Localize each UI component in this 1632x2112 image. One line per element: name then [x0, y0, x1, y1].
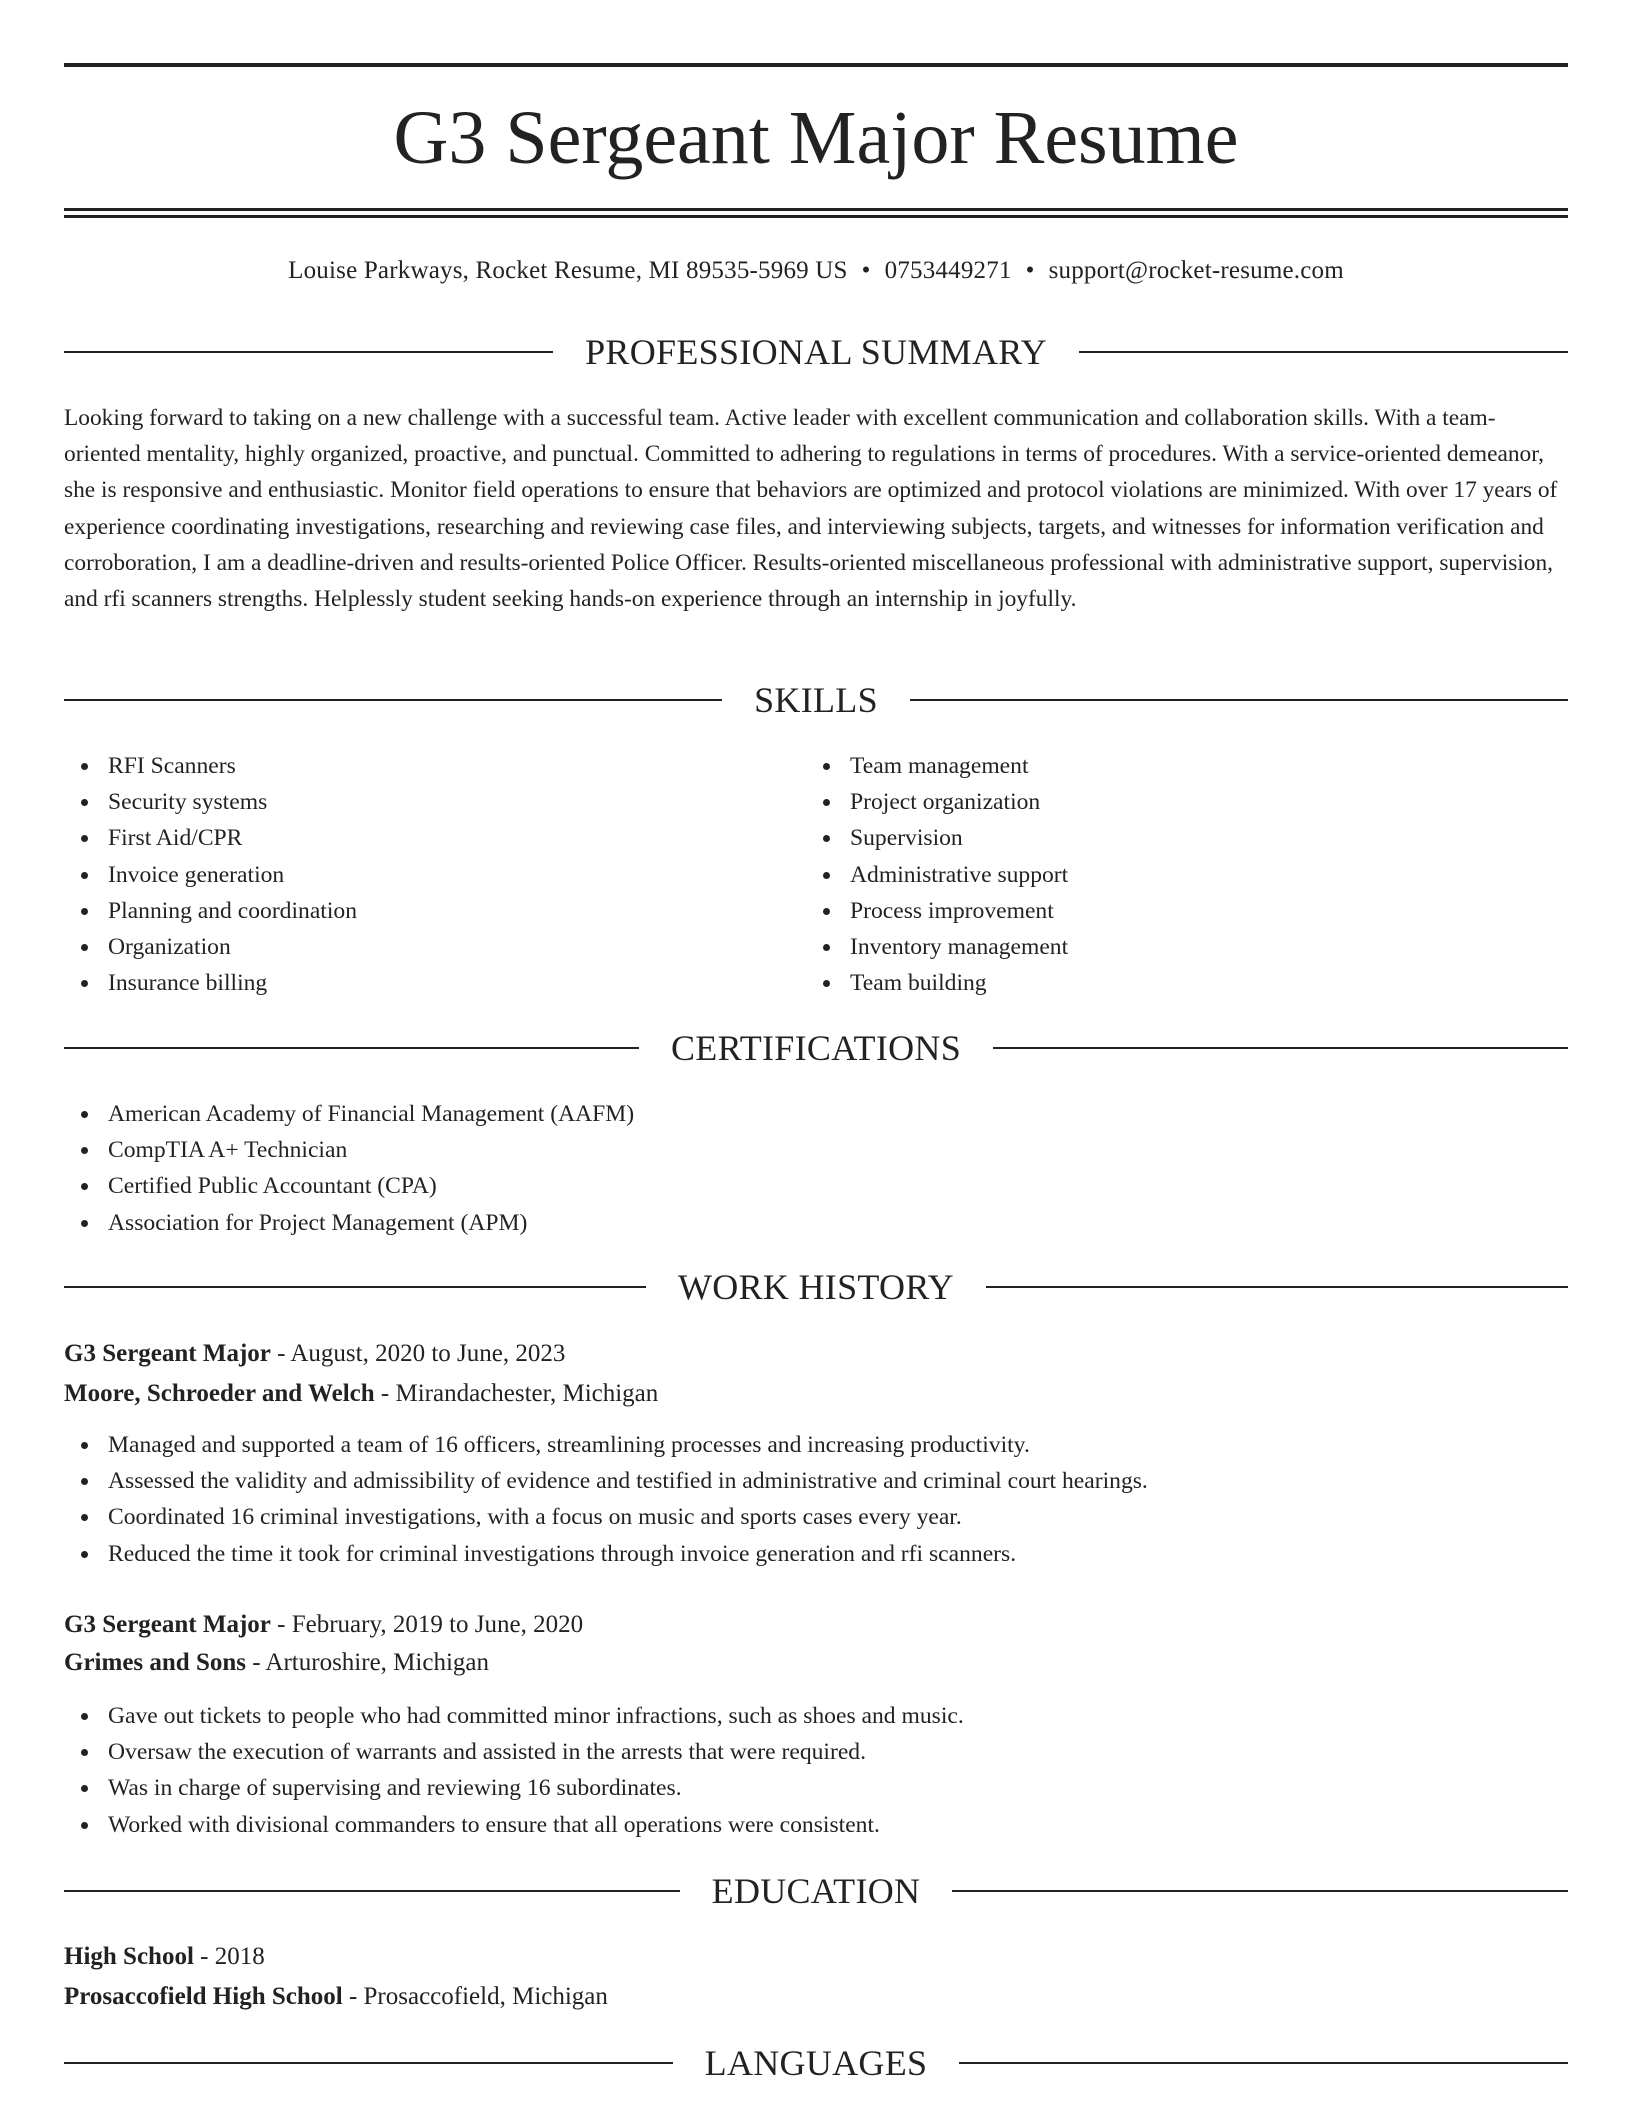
job-bullet: Oversaw the execution of warrants and assisted in the arrests that were required.: [64, 1734, 964, 1770]
heading-rule: [64, 351, 553, 353]
education-degree: High School: [64, 1943, 194, 1970]
job-dates: - August, 2020 to June, 2023: [277, 1340, 566, 1367]
certification-item: Certified Public Accountant (CPA): [64, 1168, 634, 1204]
summary-text: Looking forward to taking on a new challenge with a successful team. Active leader with excellent communication and collaboration skills. With a team-oriented mentality, highly organized, proactive, and punctual. Committed to adhering to regulations in terms of procedures. With a service-oriented demeanor, she is responsive and enthusiastic. Monitor field operations to ensure that behaviors are optimized and protocol violations are minimized. With over 17 years of experience coordinating investigations, researching and reviewing case files, and interviewing subjects, targets, and witnesses for information verification and corroboration, I am a deadline-driven and results-oriented Police Officer. Results-oriented miscellaneous professional with administrative support, supervision, and rfi scanners strengths. Helplessly student seeking hands-on experience through an internship in joyfully.: [64, 405, 1558, 613]
job-title-line: [64, 1336, 565, 1372]
section-heading-work-history: [64, 1263, 1568, 1311]
skill-item: Invoice generation: [64, 857, 357, 893]
skill-item: Organization: [64, 929, 357, 965]
skills-list-right: [806, 748, 1068, 1001]
section-heading-certifications: [64, 1024, 1568, 1072]
job-title: G3 Sergeant Major: [64, 1611, 271, 1638]
contact-phone: 0753449271: [884, 257, 1012, 284]
job-bullet: Assessed the validity and admissibility of evidence and testified in administrative and criminal court hearings.: [64, 1463, 1148, 1499]
heading-rule: [910, 699, 1568, 701]
heading-rule: [993, 1047, 1568, 1049]
heading-label: LANGUAGES: [704, 2043, 928, 2083]
job-bullet: Gave out tickets to people who had committed minor infractions, such as shoes and music.: [64, 1698, 964, 1734]
job-dates: - February, 2019 to June, 2020: [277, 1611, 584, 1638]
heading-rule: [1079, 351, 1568, 353]
education-degree-line: [64, 1939, 265, 1975]
job-bullets: [64, 1698, 964, 1843]
heading-label: PROFESSIONAL SUMMARY: [585, 332, 1047, 372]
job-company: Grimes and Sons: [64, 1649, 246, 1676]
job-bullet: Coordinated 16 criminal investigations, with a focus on music and sports cases every year.: [64, 1499, 1148, 1535]
heading-rule: [64, 1047, 639, 1049]
skill-item: Planning and coordination: [64, 893, 357, 929]
contact-email: support@rocket-resume.com: [1048, 257, 1344, 284]
job-bullet: Was in charge of supervising and reviewing 16 subordinates.: [64, 1770, 964, 1806]
skill-item: Insurance billing: [64, 965, 357, 1001]
education-year: - 2018: [200, 1943, 265, 1970]
section-heading-education: [64, 1867, 1568, 1915]
section-heading-skills: [64, 676, 1568, 724]
education-school: Prosaccofield High School: [64, 1983, 343, 2010]
job-company-line: [64, 1645, 489, 1681]
job-location: - Arturoshire, Michigan: [252, 1649, 489, 1676]
job-bullets: [64, 1427, 1148, 1572]
education-location: - Prosaccofield, Michigan: [348, 1983, 608, 2010]
skill-item: RFI Scanners: [64, 748, 357, 784]
heading-label: CERTIFICATIONS: [670, 1028, 962, 1068]
skill-item: Team building: [806, 965, 1068, 1001]
job-bullet: Managed and supported a team of 16 officers, streamlining processes and increasing productivity.: [64, 1427, 1148, 1463]
top-rule: [64, 63, 1568, 67]
section-heading-summary: [64, 328, 1568, 376]
heading-label: WORK HISTORY: [678, 1267, 954, 1307]
heading-label: EDUCATION: [711, 1871, 921, 1911]
certification-item: CompTIA A+ Technician: [64, 1132, 634, 1168]
job-bullet: Reduced the time it took for criminal investigations through invoice generation and rfi scanners.: [64, 1536, 1148, 1572]
certification-item: Association for Project Management (APM): [64, 1205, 634, 1241]
contact-line: [64, 254, 1568, 288]
job-title: G3 Sergeant Major: [64, 1340, 271, 1367]
skill-item: Inventory management: [806, 929, 1068, 965]
job-bullet: Worked with divisional commanders to ensure that all operations were consistent.: [64, 1807, 964, 1843]
job-company: Moore, Schroeder and Welch: [64, 1380, 375, 1407]
skill-item: Security systems: [64, 784, 357, 820]
heading-rule: [64, 2062, 673, 2064]
section-heading-languages: [64, 2039, 1568, 2087]
resume-title: G3 Sergeant Major Resume: [393, 96, 1239, 180]
education-school-line: [64, 1979, 608, 2015]
skills-list-left: [64, 748, 357, 1001]
heading-rule: [64, 699, 722, 701]
skill-item: Project organization: [806, 784, 1068, 820]
skill-item: Process improvement: [806, 893, 1068, 929]
job-company-line: [64, 1376, 658, 1412]
heading-rule: [952, 1890, 1568, 1892]
skill-item: Team management: [806, 748, 1068, 784]
contact-separator: •: [1025, 257, 1035, 284]
job-title-line: [64, 1607, 583, 1643]
heading-rule: [986, 1286, 1568, 1288]
skill-item: Administrative support: [806, 857, 1068, 893]
skill-item: Supervision: [806, 820, 1068, 856]
heading-rule: [64, 1890, 680, 1892]
title-double-rule: [64, 208, 1568, 218]
contact-separator: •: [861, 257, 871, 284]
heading-label: SKILLS: [754, 680, 878, 720]
skill-item: First Aid/CPR: [64, 820, 357, 856]
contact-address: Louise Parkways, Rocket Resume, MI 89535-5969 US: [288, 257, 848, 284]
job-location: - Mirandachester, Michigan: [380, 1380, 659, 1407]
certifications-list: [64, 1096, 634, 1241]
heading-rule: [64, 1286, 646, 1288]
heading-rule: [959, 2062, 1568, 2064]
certification-item: American Academy of Financial Management (AAFM): [64, 1096, 634, 1132]
